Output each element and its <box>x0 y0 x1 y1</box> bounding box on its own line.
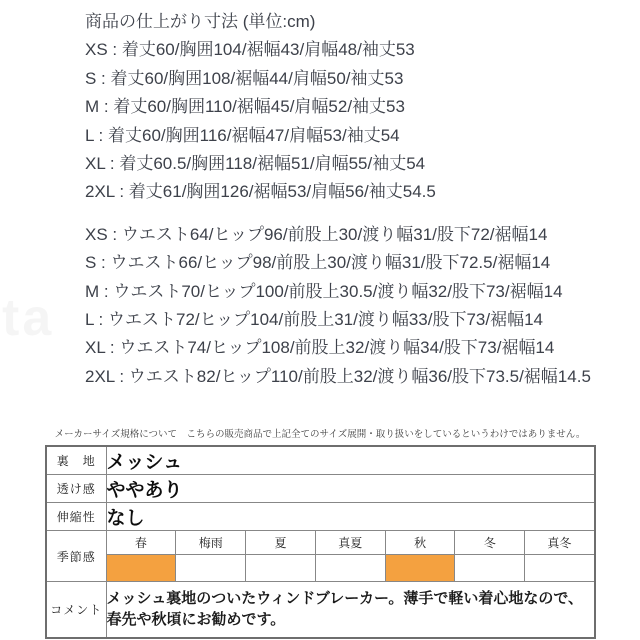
maker-size-disclaimer: メーカーサイズ規格について こちらの販売商品で上記全てのサイズ展開・取り扱いをしているというわけではありません。 <box>54 429 586 440</box>
size-line-bottoms-xl: XL : ウエスト74/ヒップ108/前股上32/渡り幅34/股下73/裾幅14 <box>85 338 555 358</box>
season-mark-rainy <box>176 555 246 582</box>
bottoms-size-list <box>85 221 601 391</box>
table-row-season-header <box>46 531 595 555</box>
size-line-bottoms-s: S : ウエスト66/ヒップ98/前股上30/渡り幅31/股下72.5/裾幅14 <box>85 253 551 273</box>
size-line-tops-xs: XS : 着丈60/胸囲104/裾幅43/肩幅48/袖丈53 <box>85 40 415 60</box>
lining-label: 裏 地 <box>46 446 106 475</box>
size-line-tops-xl: XL : 着丈60.5/胸囲118/裾幅51/肩幅55/袖丈54 <box>85 154 426 174</box>
table-row-lining <box>46 446 595 475</box>
spec-table <box>45 445 596 639</box>
season-label: 季節感 <box>46 531 106 582</box>
season-header-summer: 夏 <box>246 531 316 555</box>
comment-label: コメント <box>46 582 106 638</box>
sheerness-value: ややあり <box>106 475 595 503</box>
size-line-bottoms-l: L : ウエスト72/ヒップ104/前股上31/渡り幅33/股下73/裾幅14 <box>85 310 544 330</box>
table-row-sheerness <box>46 475 595 503</box>
size-spec-section <box>85 8 601 391</box>
season-mark-autumn <box>385 555 455 582</box>
season-mark-summer <box>246 555 316 582</box>
season-header-rainy: 梅雨 <box>176 531 246 555</box>
season-header-spring: 春 <box>106 531 176 555</box>
season-mark-midsummer <box>315 555 385 582</box>
season-mark-midwinter <box>525 555 595 582</box>
season-mark-spring <box>106 555 176 582</box>
season-mark-winter <box>455 555 525 582</box>
table-row-stretch <box>46 503 595 531</box>
comment-text: メッシュ裏地のついたウィンドブレーカー。薄手で軽い着心地なので、春先や秋頃にお勧めです。 <box>106 582 595 638</box>
tops-size-list <box>85 36 601 206</box>
size-line-bottoms-xs: XS : ウエスト64/ヒップ96/前股上30/渡り幅31/股下72/裾幅14 <box>85 224 548 244</box>
size-line-tops-m: M : 着丈60/胸囲110/裾幅45/肩幅52/袖丈53 <box>85 97 405 117</box>
table-row-comment <box>46 582 595 638</box>
size-line-tops-2xl: 2XL : 着丈61/胸囲126/裾幅53/肩幅56/袖丈54.5 <box>85 182 436 202</box>
stretch-value: なし <box>106 503 595 531</box>
size-line-bottoms-2xl: 2XL : ウエスト82/ヒップ110/前股上32/渡り幅36/股下73.5/裾幅14.5 <box>85 366 591 386</box>
size-line-bottoms-m: M : ウエスト70/ヒップ100/前股上30.5/渡り幅32/股下73/裾幅14 <box>85 281 563 301</box>
season-header-autumn: 秋 <box>385 531 455 555</box>
table-row-season-marks <box>46 555 595 582</box>
sheerness-label: 透け感 <box>46 475 106 503</box>
season-header-midwinter: 真冬 <box>525 531 595 555</box>
season-header-midsummer: 真夏 <box>315 531 385 555</box>
watermark-fragment <box>2 288 54 348</box>
size-line-tops-s: S : 着丈60/胸囲108/裾幅44/肩幅50/袖丈53 <box>85 68 404 88</box>
stretch-label: 伸縮性 <box>46 503 106 531</box>
lining-value: メッシュ <box>106 446 595 475</box>
page-title: 商品の仕上がり寸法 (単位:cm) <box>85 12 316 31</box>
size-line-tops-l: L : 着丈60/胸囲116/裾幅47/肩幅53/袖丈54 <box>85 125 400 145</box>
season-header-winter: 冬 <box>455 531 525 555</box>
